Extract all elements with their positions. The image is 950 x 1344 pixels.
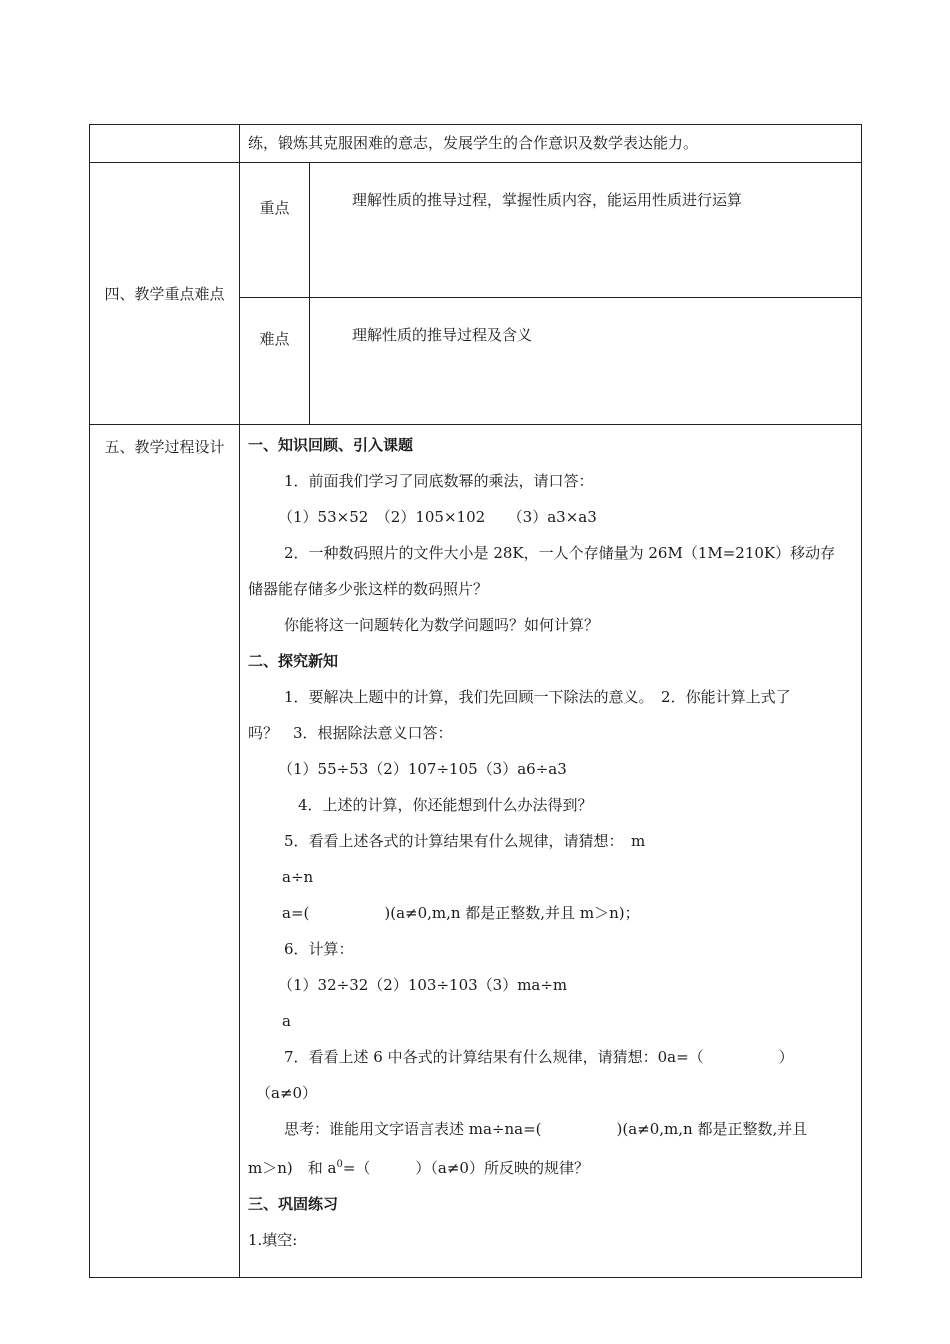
review-exercises-1: （1）53×52 （2）105×102 （3）a3×a3 <box>278 508 597 526</box>
explore-step-1: 1．要解决上题中的计算，我们先回顾一下除法的意义。 2．你能计算上式了 <box>284 688 791 706</box>
explore-step-5-formula-b: a=( )(a≠0,m,n 都是正整数,并且 m＞n)； <box>282 904 640 922</box>
think-question-cont-a: m＞n) 和 a <box>248 1159 337 1177</box>
lesson-plan-table <box>89 124 862 1278</box>
explore-step-6: 6．计算： <box>284 940 354 958</box>
explore-step-7-cont: （a≠0） <box>256 1084 318 1102</box>
heading-explore: 二、探究新知 <box>248 652 339 670</box>
difficulty-label: 难点 <box>240 298 310 425</box>
review-question-2-cont: 储器能存储多少张这样的数码照片？ <box>248 580 489 598</box>
review-question-3: 你能将这一问题转化为数学问题吗？如何计算？ <box>284 616 600 634</box>
difficulty-text: 理解性质的推导过程及含义 <box>310 298 862 425</box>
think-question-cont-b: =（ ）（a≠0）所反映的规律？ <box>342 1159 589 1177</box>
focus-text: 理解性质的推导过程，掌握性质内容，能运用性质进行运算 <box>310 163 862 298</box>
empty-label-cell <box>90 125 240 163</box>
focus-label: 重点 <box>240 163 310 298</box>
explore-step-5-formula-a: a÷n <box>282 868 314 886</box>
heading-practice: 三、巩固练习 <box>248 1195 339 1213</box>
explore-step-1-cont: 吗？ 3．根据除法意义口答： <box>248 724 453 742</box>
practice-fill-blank: 1.填空: <box>248 1231 298 1249</box>
key-points-row-focus <box>90 163 862 298</box>
think-question-cont <box>248 1147 853 1186</box>
zero-exponent: 0 <box>336 1159 343 1170</box>
review-question-2: 2．一种数码照片的文件大小是 28K，一人个存储量为 26M（1M=210K）移动存 <box>284 544 836 562</box>
continued-objectives-row <box>90 125 862 163</box>
process-row <box>90 425 862 1278</box>
process-body <box>240 425 862 1278</box>
key-points-section-label: 四、教学重点难点 <box>90 163 240 425</box>
explore-exercises: （1）55÷53（2）107÷105（3）a6÷a3 <box>278 760 567 778</box>
review-question-1: 1．前面我们学习了同底数幂的乘法，请口答： <box>284 472 594 490</box>
objectives-continued-text: 练，锻炼其克服困难的意志，发展学生的合作意识及数学表达能力。 <box>248 134 699 152</box>
process-section-label: 五、教学过程设计 <box>90 425 240 1278</box>
think-question: 思考：谁能用文字语言表述 ma÷na=( )(a≠0,m,n 都是正整数,并且 <box>284 1120 808 1138</box>
explore-step-4: 4．上述的计算，你还能想到什么办法得到？ <box>298 796 593 814</box>
explore-step-6-exercises: （1）32÷32（2）103÷103（3）ma÷m <box>278 976 568 994</box>
explore-step-7: 7．看看上述 6 中各式的计算结果有什么规律，请猜想：0a=（ ） <box>284 1048 794 1066</box>
explore-step-6-cont: a <box>282 1012 291 1030</box>
heading-review: 一、知识回顾、引入课题 <box>248 436 414 454</box>
explore-step-5: 5．看看上述各式的计算结果有什么规律，请猜想： m <box>284 832 646 850</box>
objectives-continued-cell <box>240 125 862 163</box>
